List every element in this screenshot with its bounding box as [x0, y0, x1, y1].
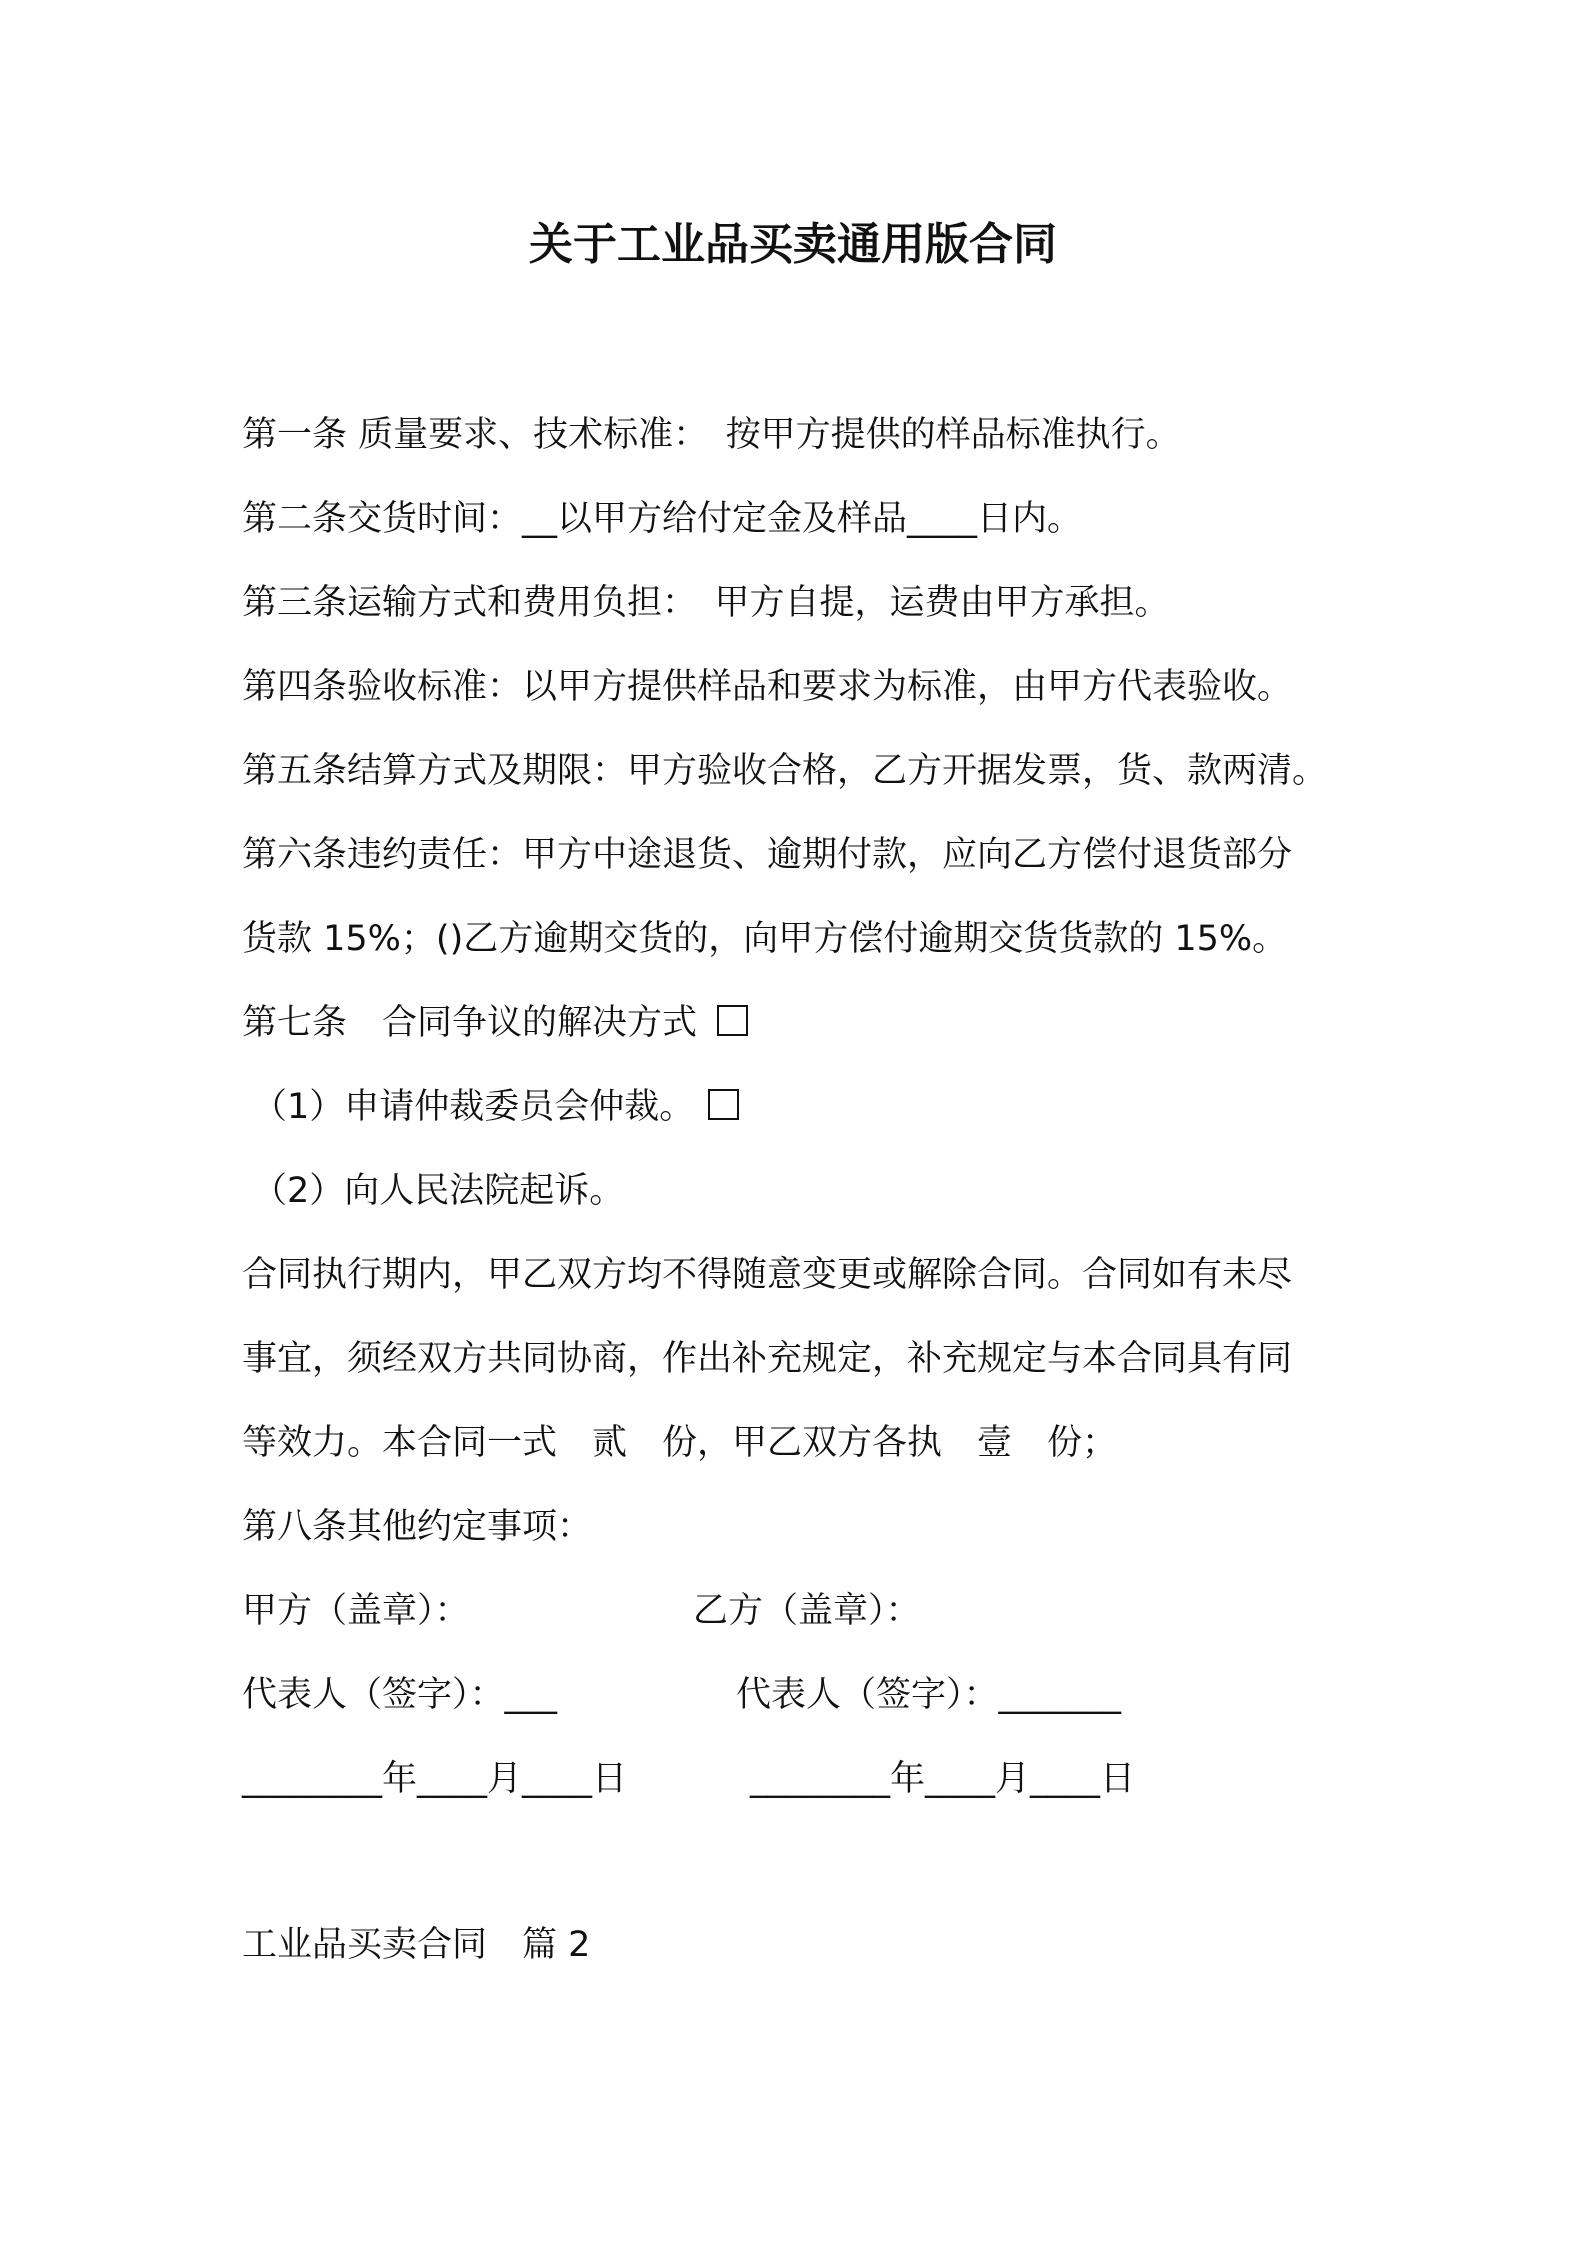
article-6-liability-line1: 第六条违约责任：甲方中途退货、逾期付款，应向乙方偿付退货部分	[242, 835, 1293, 875]
article-5-settlement: 第五条结算方式及期限：甲方验收合格，乙方开据发票，货、款两清。	[242, 751, 1328, 791]
article-7-label: 第七条 合同争议的解决方式	[242, 1003, 698, 1043]
article-2-delivery-time: 第二条交货时间：__以甲方给付定金及样品____日内。	[242, 499, 1083, 539]
party-b-seal-label: 乙方（盖章）：	[693, 1591, 921, 1631]
article-7-option-arbitration	[252, 1082, 739, 1132]
option-arbitration-label: （1）申请仲裁委员会仲裁。	[252, 1087, 695, 1127]
party-a-seal-label: 甲方（盖章）：	[242, 1591, 470, 1631]
contract-paragraph-line3: 等效力。本合同一式 贰 份，甲乙双方各执 壹 份；	[242, 1423, 1118, 1463]
checkbox-icon[interactable]	[708, 1089, 739, 1120]
party-a-representative-label: 代表人（签字）：___	[242, 1675, 558, 1715]
contract-paragraph-line2: 事宜，须经双方共同协商，作出补充规定，补充规定与本合同具有同	[242, 1339, 1293, 1379]
party-b-date-line: ________年____月____日	[750, 1759, 1136, 1799]
article-4-acceptance: 第四条验收标准：以甲方提供样品和要求为标准，由甲方代表验收。	[242, 667, 1293, 707]
next-section-heading: 工业品买卖合同 篇 2	[242, 1925, 591, 1965]
document-title: 关于工业品买卖通用版合同	[529, 219, 1057, 270]
article-7-option-court: （2）向人民法院起诉。	[252, 1171, 625, 1211]
article-1-quality: 第一条 质量要求、技术标准： 按甲方提供的样品标准执行。	[242, 415, 1181, 455]
article-6-liability-line2: 货款 15%；()乙方逾期交货的，向甲方偿付逾期交货货款的 15%。	[242, 919, 1288, 959]
article-7-dispute-resolution	[242, 998, 748, 1048]
article-3-transport: 第三条运输方式和费用负担： 甲方自提，运费由甲方承担。	[242, 583, 1170, 623]
contract-paragraph-line1: 合同执行期内，甲乙双方均不得随意变更或解除合同。合同如有未尽	[242, 1255, 1293, 1295]
checkbox-icon[interactable]	[717, 1005, 748, 1036]
article-8-other-matters: 第八条其他约定事项：	[242, 1507, 593, 1547]
party-a-date-line: ________年____月____日	[242, 1759, 628, 1799]
party-b-representative-label: 代表人（签字）：_______	[736, 1675, 1122, 1715]
